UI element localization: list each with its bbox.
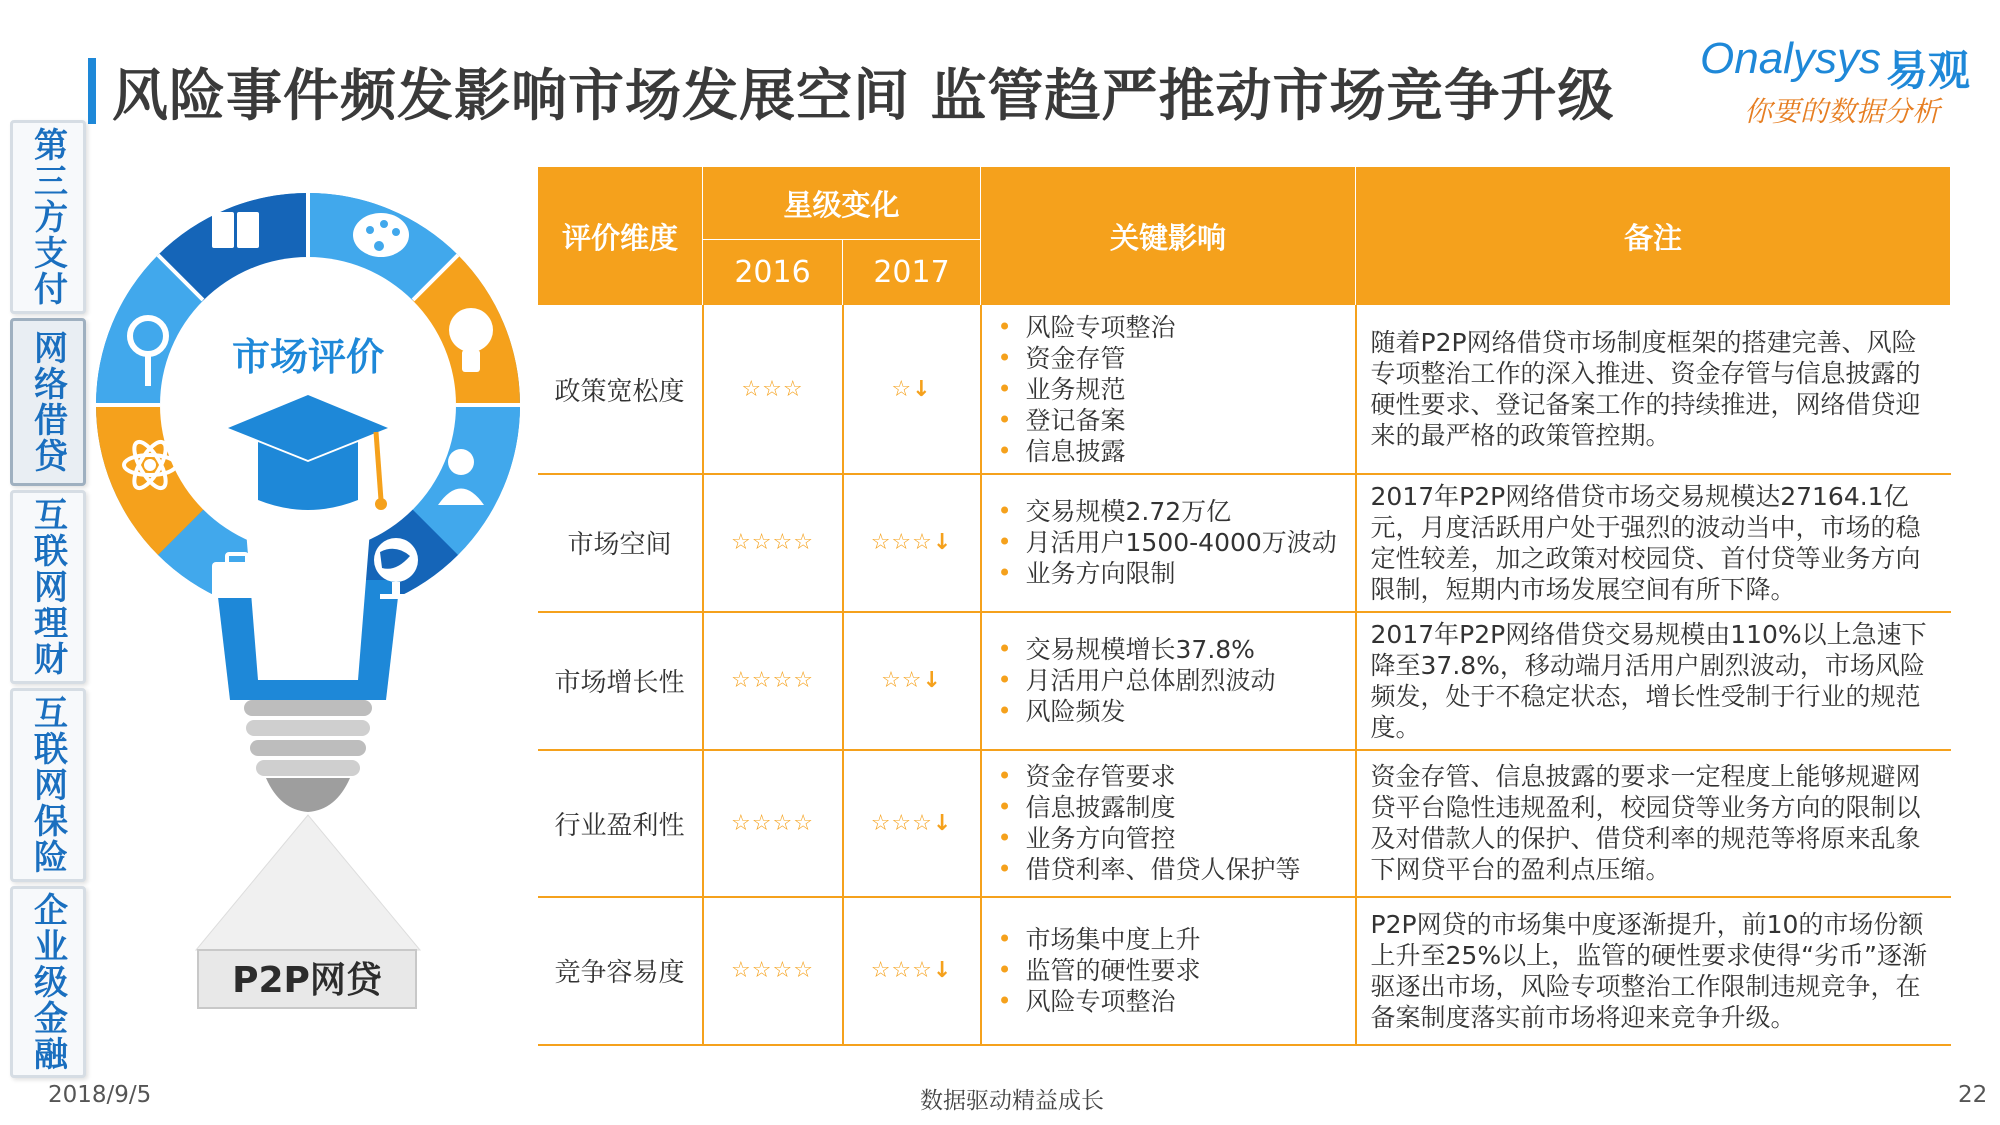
bulb-heading: 市场评价: [231, 335, 385, 379]
row-note: 资金存管、信息披露的要求一定程度上能够规避网贷平台隐性违规盈利，校园贷等业务方向的限制以及对借款人的保护、借贷利率的规范等将原来乱象下网贷平台的盈利点压缩。: [1356, 750, 1951, 897]
nav-item-third-party-payment[interactable]: [10, 120, 86, 314]
nav-item-enterprise-finance[interactable]: [10, 886, 86, 1078]
table-row: [538, 306, 1951, 474]
row-dimension: 市场增长性: [538, 612, 703, 750]
bulb-base: [244, 700, 372, 812]
header-year-2016: 2016: [703, 240, 843, 306]
row-impacts: [981, 306, 1356, 474]
table-row: [538, 897, 1951, 1045]
list-item: • 登记备案: [996, 405, 1355, 436]
row-dimension: 竞争容易度: [538, 897, 703, 1045]
nav-item-label: 互联网理财: [27, 497, 68, 677]
rating-2016: ☆☆☆☆: [703, 612, 843, 750]
nav-item-label: 网络借贷: [27, 330, 68, 474]
nav-item-label: 企业级金融: [27, 892, 68, 1072]
logo-brand: Onalysys: [1700, 34, 1881, 83]
logo-brand-cn: 易观: [1886, 46, 1971, 95]
row-note: 随着P2P网络借贷市场制度框架的搭建完善、风险专项整治工作的深入推进、资金存管与信息披露的硬性要求、登记备案工作的持续推进，网络借贷迎来的最严格的政策管控期。: [1356, 306, 1951, 474]
header-star-change: 星级变化: [703, 167, 981, 240]
down-arrow-icon: ↓: [932, 958, 953, 983]
table-row: [538, 750, 1951, 897]
header-dimension: 评价维度: [538, 167, 703, 306]
header-note: 备注: [1356, 167, 1951, 306]
rating-2016: ☆☆☆☆: [703, 474, 843, 612]
list-item: • 风险专项整治: [996, 986, 1355, 1017]
list-item: • 监管的硬性要求: [996, 955, 1355, 986]
footer-date: 2018/9/5: [48, 1082, 152, 1108]
market-evaluation-bulb: [96, 160, 536, 1020]
nav-item-online-lending[interactable]: [10, 318, 86, 486]
list-item: • 业务方向管控: [996, 823, 1355, 854]
rating-2017: ☆☆☆↓: [843, 897, 981, 1045]
list-item: • 风险频发: [996, 696, 1355, 727]
row-note: 2017年P2P网络借贷市场交易规模达27164.1亿元，月度活跃用户处于强烈的波动当中，市场的稳定性较差，加之政策对校园贷、首付贷等业务方向限制，短期内市场发展空间有所下降。: [1356, 474, 1951, 612]
list-item: • 交易规模2.72万亿: [996, 496, 1355, 527]
row-dimension: 市场空间: [538, 474, 703, 612]
rating-2017: ☆↓: [843, 306, 981, 474]
down-arrow-icon: ↓: [932, 530, 953, 555]
list-item: • 业务规范: [996, 374, 1355, 405]
list-item: • 资金存管要求: [996, 761, 1355, 792]
down-arrow-icon: ↓: [932, 810, 953, 836]
row-dimension: 政策宽松度: [538, 306, 703, 474]
list-item: • 月活用户总体剧烈波动: [996, 665, 1355, 696]
row-impacts: [981, 612, 1356, 750]
logo-tagline: 你要的数据分析: [1744, 95, 1941, 128]
list-item: • 交易规模增长37.8%: [996, 634, 1355, 665]
rating-2016: ☆☆☆: [703, 306, 843, 474]
evaluation-table: [537, 166, 1951, 1046]
rating-2016: ☆☆☆☆: [703, 897, 843, 1045]
list-item: • 市场集中度上升: [996, 924, 1355, 955]
page-title: 风险事件频发影响市场发展空间 监管趋严推动市场竞争升级: [112, 64, 1615, 129]
list-item: • 月活用户1500-4000万波动: [996, 527, 1355, 558]
list-item: • 信息披露制度: [996, 792, 1355, 823]
row-impacts: [981, 897, 1356, 1045]
header-year-2017: 2017: [843, 240, 981, 306]
list-item: • 借贷利率、借贷人保护等: [996, 854, 1355, 885]
row-dimension: 行业盈利性: [538, 750, 703, 897]
row-impacts: [981, 474, 1356, 612]
row-note: P2P网贷的市场集中度逐渐提升，前10的市场份额上升至25%以上，监管的硬性要求使得“劣币”逐渐驱逐出市场，风险专项整治工作限制违规竞争，在备案制度落实前市场将迎来竞争升级。: [1356, 897, 1951, 1045]
nav-item-internet-wealth[interactable]: [10, 490, 86, 684]
rating-2017: ☆☆↓: [843, 612, 981, 750]
list-item: • 资金存管: [996, 343, 1355, 374]
palette-icon: [353, 213, 409, 257]
footer-slogan: 数据驱动精益成长: [920, 1088, 1104, 1114]
title-accent-bar: [88, 58, 96, 124]
nav-item-internet-insurance[interactable]: [10, 688, 86, 882]
row-note: 2017年P2P网络借贷交易规模由110%以上急速下降至37.8%，移动端月活用户剧烈波动，市场风险频发，处于不稳定状态，增长性受制于行业的规范度。: [1356, 612, 1951, 750]
rating-2016: ☆☆☆☆: [703, 750, 843, 897]
list-item: • 业务方向限制: [996, 558, 1355, 589]
bulb-light-beam: [196, 815, 420, 950]
side-nav: [10, 120, 86, 1078]
header-impact: 关键影响: [981, 167, 1356, 306]
down-arrow-icon: ↓: [912, 376, 932, 402]
nav-item-label: 第三方支付: [27, 127, 68, 307]
list-item: • 信息披露: [996, 436, 1355, 467]
table-row: [538, 612, 1951, 750]
table-row: [538, 474, 1951, 612]
analysys-logo: [1700, 34, 1970, 134]
row-impacts: [981, 750, 1356, 897]
base-label: P2P网贷: [232, 960, 382, 1001]
rating-2017: ☆☆☆↓: [843, 474, 981, 612]
rating-2017: ☆☆☆↓: [843, 750, 981, 897]
nav-item-label: 互联网保险: [27, 695, 68, 875]
down-arrow-icon: ↓: [922, 668, 942, 693]
list-item: • 风险专项整治: [996, 312, 1355, 343]
page-number: 22: [1958, 1082, 1988, 1108]
